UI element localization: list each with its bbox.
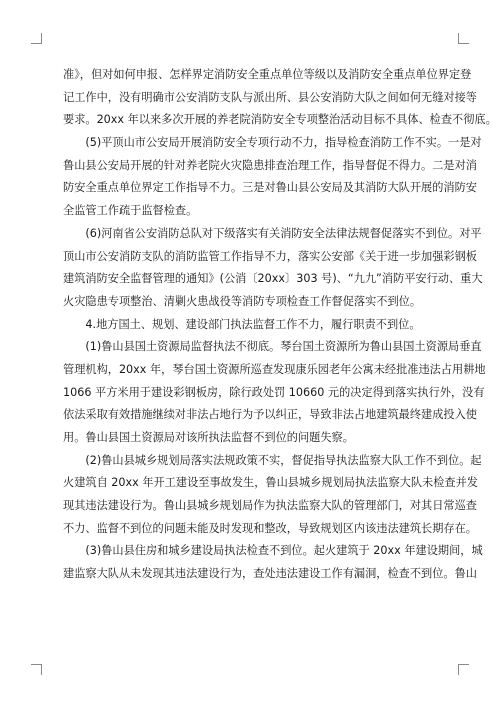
document-body bbox=[63, 64, 497, 586]
text-line: 顶山市公安消防支队的消防监管工作指导不力，落实公安部《关于进一步加强彩钢板 bbox=[63, 249, 477, 263]
text-line: (5)平顶山市公安局开展消防安全专项行动不力，指导检查消防工作不实。一是对 bbox=[85, 136, 482, 150]
text-line: 记工作中，没有明确市公安消防支队与派出所、县公安消防大队之间如何无缝对接等 bbox=[63, 90, 477, 104]
text-line: 全监管工作疏于监督检查。 bbox=[63, 204, 198, 218]
crop-mark-top-left bbox=[31, 33, 42, 44]
text-line: 1066 平方米用于建设彩钢板房，除行政处罚 10660 元的决定得到落实执行外，没有 bbox=[63, 385, 485, 399]
text-line: (1)鲁山县国土资源局监督执法不彻底。琴台国土资源所为鲁山县国土资源局垂直 bbox=[85, 340, 482, 354]
crop-mark-bottom-right bbox=[458, 664, 469, 675]
text-line: 火灾隐患专项整治、清剿火患战役等消防专项检查工作督促落实不到位。 bbox=[63, 294, 422, 308]
text-line: 依法采取有效措施继续对非法占地行为予以纠正，导致非法占地建筑最终建成投入使 bbox=[63, 408, 477, 422]
text-line: (2)鲁山县城乡规划局落实法规政策不实，督促指导执法监察大队工作不到位。起 bbox=[85, 453, 482, 467]
text-line: 防安全重点单位界定工作指导不力。三是对鲁山县公安局及其消防大队开展的消防安 bbox=[63, 181, 477, 195]
text-line: 建筑消防安全监督管理的通知》(公消〔20xx〕303 号)、“九九”消防平安行动、重大 bbox=[63, 272, 483, 286]
text-line: 鲁山县公安局开展的针对养老院火灾隐患排查治理工作，指导督促不得力。二是对消 bbox=[63, 158, 477, 172]
text-line: (3)鲁山县住房和城乡建设局执法检查不到位。起火建筑于 20xx 年建设期间，城 bbox=[85, 544, 483, 558]
text-line: 准》，但对如何申报、怎样界定消防安全重点单位等级以及消防安全重点单位界定登 bbox=[63, 68, 472, 81]
text-line: (6)河南省公安消防总队对下级落实有关消防安全法律法规督促落实不到位。对平 bbox=[85, 226, 482, 240]
text-line: 现其违法建设行为。鲁山县城乡规划局作为执法监察大队的管理部门，对其日常巡查 bbox=[63, 499, 477, 513]
text-line: 建监察大队从未发现其违法建设行为，查处违法建设工作有漏洞，检查不到位。鲁山 bbox=[63, 567, 477, 581]
text-line: 不力、监督不到位的问题未能及时发现和整改，导致规划区内该违法建筑长期存在。 bbox=[63, 521, 477, 535]
crop-mark-top-right bbox=[458, 33, 469, 44]
text-line: 4.地方国土、规划、建设部门执法监督工作不力，履行职责不到位。 bbox=[85, 317, 421, 331]
crop-mark-bottom-left bbox=[31, 664, 42, 675]
text-line: 管理机构，20xx 年，琴台国土资源所巡查发现康乐园老年公寓未经批准违法占用耕地 bbox=[63, 362, 486, 376]
text-line: 要求。20xx 年以来多次开展的养老院消防安全专项整治活动目标不具体、检查不彻底。 bbox=[63, 113, 497, 127]
text-line: 火建筑自 20xx 年开工建设至事故发生，鲁山县城乡规划局执法监察大队未检查并发 bbox=[63, 476, 478, 490]
text-line: 用。鲁山县国土资源局对该所执法监督不到位的问题失察。 bbox=[63, 431, 354, 444]
